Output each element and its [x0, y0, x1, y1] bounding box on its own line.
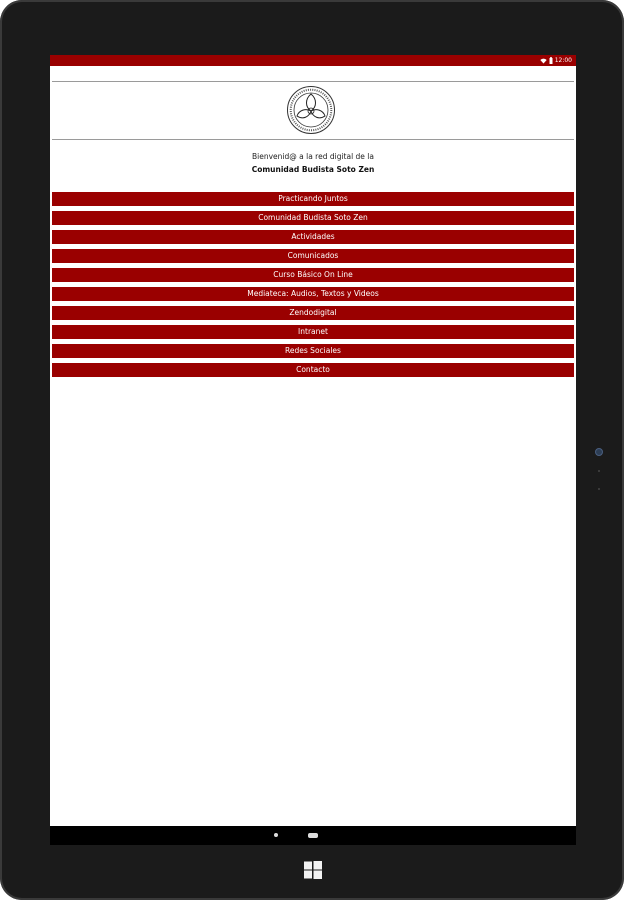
status-icons: [540, 56, 572, 65]
back-icon[interactable]: [274, 833, 278, 837]
menu-item-curso-basico[interactable]: Curso Básico On Line: [52, 268, 574, 282]
home-icon[interactable]: [308, 833, 318, 838]
camera-sensor: [595, 448, 603, 456]
windows-logo-icon[interactable]: [304, 861, 322, 879]
app-screen: [50, 55, 576, 845]
welcome-text: Bienvenid@ a la red digital de la: [252, 152, 374, 161]
menu-item-redes-sociales[interactable]: Redes Sociales: [52, 344, 574, 358]
menu-item-practicando-juntos[interactable]: Practicando Juntos: [52, 192, 574, 206]
status-bar: [50, 55, 576, 66]
menu-item-intranet[interactable]: Intranet: [52, 325, 574, 339]
side-button-dot: [598, 470, 600, 472]
side-button-dot: [598, 488, 600, 490]
navigation-bar: [50, 826, 576, 845]
menu-item-comunicados[interactable]: Comunicados: [52, 249, 574, 263]
wifi-icon: [540, 58, 547, 64]
battery-icon: [549, 57, 553, 64]
status-time: 12:00: [554, 57, 572, 64]
main-menu: [52, 192, 574, 382]
menu-item-zendodigital[interactable]: Zendodigital: [52, 306, 574, 320]
menu-item-actividades[interactable]: Actividades: [52, 230, 574, 244]
soto-zen-logo: [286, 85, 336, 135]
community-name: Comunidad Budista Soto Zen: [251, 165, 375, 174]
menu-item-mediateca[interactable]: Mediateca: Audios, Textos y Videos: [52, 287, 574, 301]
menu-item-contacto[interactable]: Contacto: [52, 363, 574, 377]
menu-item-comunidad[interactable]: Comunidad Budista Soto Zen: [52, 211, 574, 225]
header-banner: [52, 81, 574, 140]
